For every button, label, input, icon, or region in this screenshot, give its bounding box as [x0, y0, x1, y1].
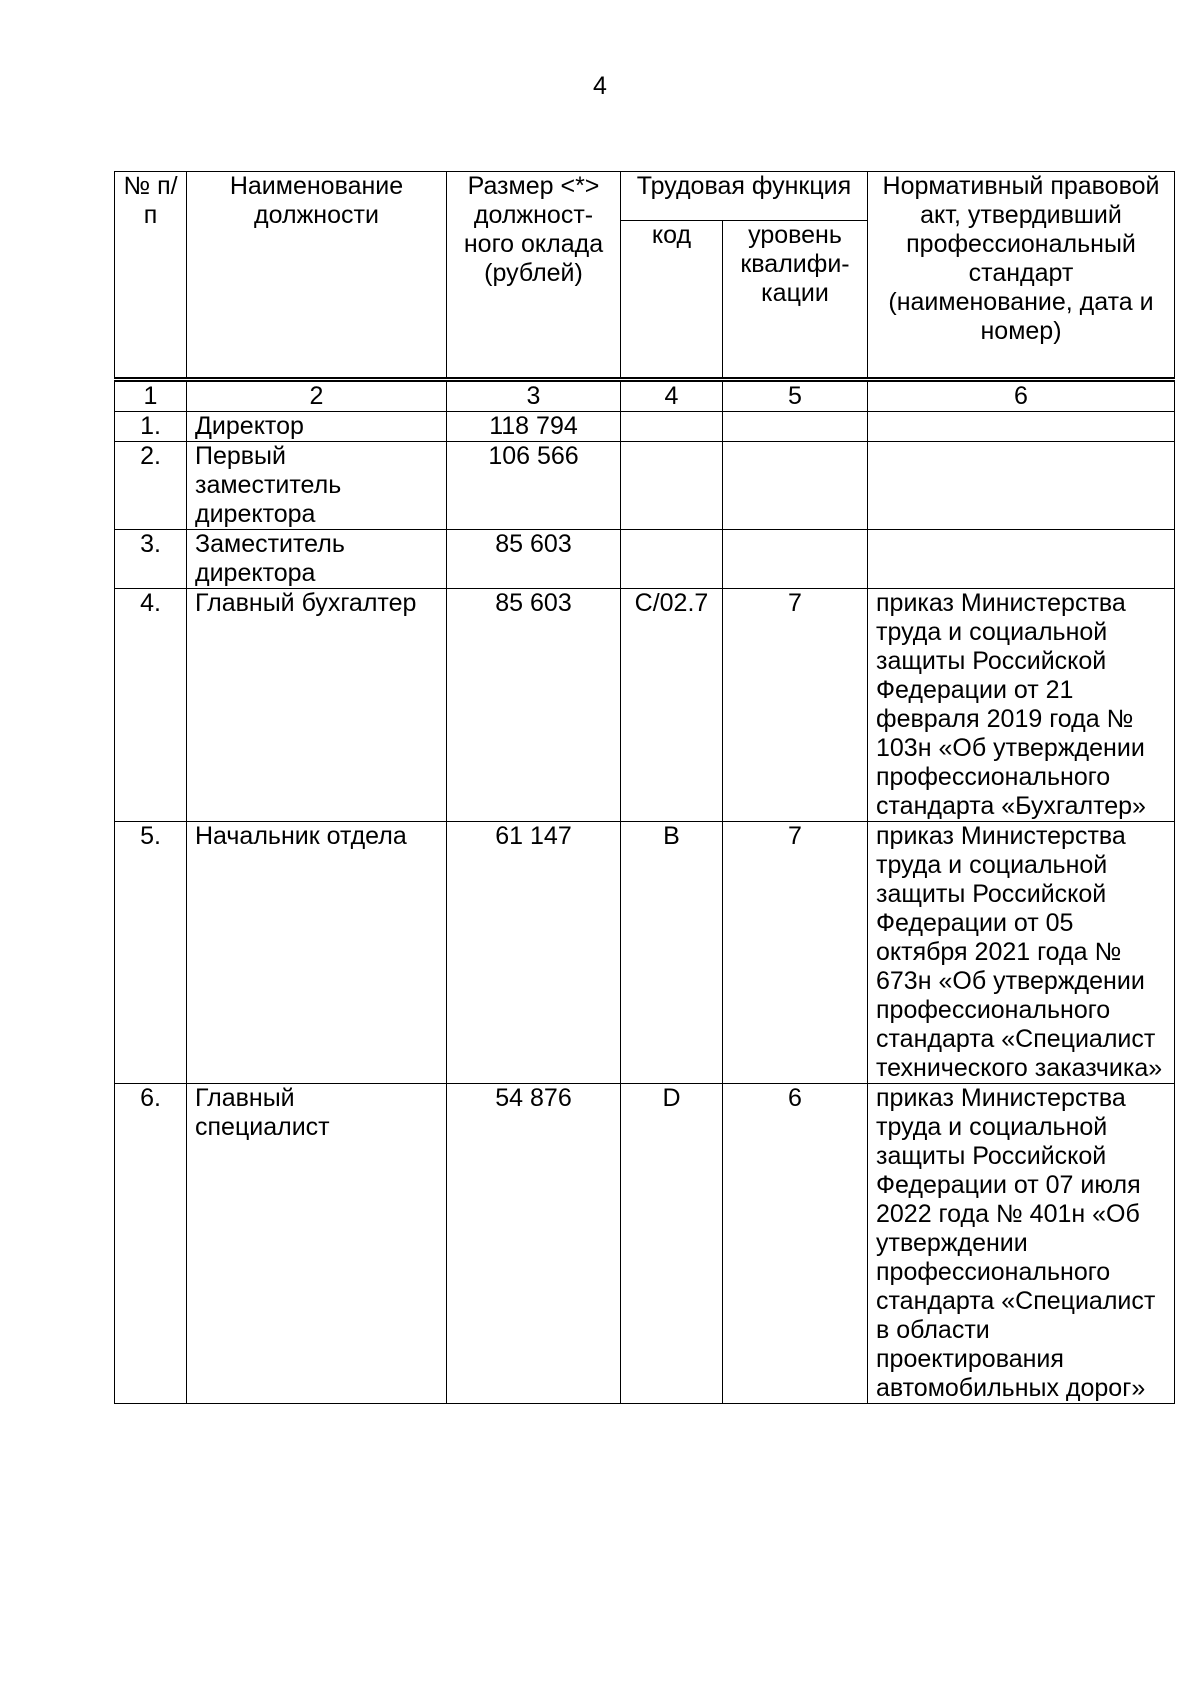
table-row: [115, 412, 1175, 442]
table-row: [115, 1084, 1175, 1404]
row-legal-act: [868, 442, 1175, 530]
row-level: 6: [723, 1084, 868, 1404]
row-num: 4.: [115, 589, 187, 822]
row-position-name: Заместитель директора: [187, 530, 447, 589]
table-row: [115, 530, 1175, 589]
row-num: 3.: [115, 530, 187, 589]
row-num: 5.: [115, 822, 187, 1084]
row-level: [723, 530, 868, 589]
header-code: код: [621, 221, 723, 380]
row-position-name: Главный бухгалтер: [187, 589, 447, 822]
row-salary: 118 794: [447, 412, 621, 442]
row-code: [621, 442, 723, 530]
row-level: [723, 412, 868, 442]
row-code: C/02.7: [621, 589, 723, 822]
row-legal-act: приказ Министерства труда и социальной защиты Российской Федерации от 05 октября 2021 года № 673н «Об утверждении профессионального стандарта «Специалист технического заказчика»: [868, 822, 1175, 1084]
positions-table: [114, 171, 1175, 1404]
row-legal-act: приказ Министерства труда и социальной защиты Российской Федерации от 21 февраля 2019 года № 103н «Об утверждении профессионального стандарта «Бухгалтер»: [868, 589, 1175, 822]
row-level: [723, 442, 868, 530]
row-position-name: Главный специалист: [187, 1084, 447, 1404]
row-num: 6.: [115, 1084, 187, 1404]
page-number: 4: [593, 72, 607, 100]
row-position-name: Начальник отдела: [187, 822, 447, 1084]
row-salary: 85 603: [447, 530, 621, 589]
column-number: 3: [447, 380, 621, 412]
header-qualification-level: уровень квалифи-кации: [723, 221, 868, 380]
row-legal-act: [868, 412, 1175, 442]
column-numbers-row: [115, 380, 1175, 412]
row-code: D: [621, 1084, 723, 1404]
row-salary: 54 876: [447, 1084, 621, 1404]
row-legal-act: приказ Министерства труда и социальной защиты Российской Федерации от 07 июля 2022 года № 401н «Об утверждении профессионального стандарта «Специалист в области проектирования автомобильных дорог»: [868, 1084, 1175, 1404]
header-labor-function: Трудовая функция: [621, 172, 868, 221]
row-position-name: Первый заместитель директора: [187, 442, 447, 530]
row-position-name: Директор: [187, 412, 447, 442]
row-code: [621, 530, 723, 589]
row-code: [621, 412, 723, 442]
row-salary: 106 566: [447, 442, 621, 530]
header-position-name: Наименование должности: [187, 172, 447, 380]
column-number: 4: [621, 380, 723, 412]
column-number: 2: [187, 380, 447, 412]
table-row: [115, 822, 1175, 1084]
header-salary: Размер <*> должност-ного оклада (рублей): [447, 172, 621, 380]
header-num: № п/п: [115, 172, 187, 380]
header-legal-act: Нормативный правовой акт, утвердивший профессиональный стандарт (наименование, дата и номер): [868, 172, 1175, 380]
row-level: 7: [723, 589, 868, 822]
row-level: 7: [723, 822, 868, 1084]
column-number: 5: [723, 380, 868, 412]
row-legal-act: [868, 530, 1175, 589]
row-num: 2.: [115, 442, 187, 530]
table-row: [115, 442, 1175, 530]
row-salary: 85 603: [447, 589, 621, 822]
row-num: 1.: [115, 412, 187, 442]
table-row: [115, 589, 1175, 822]
column-number: 6: [868, 380, 1175, 412]
row-salary: 61 147: [447, 822, 621, 1084]
column-number: 1: [115, 380, 187, 412]
row-code: B: [621, 822, 723, 1084]
